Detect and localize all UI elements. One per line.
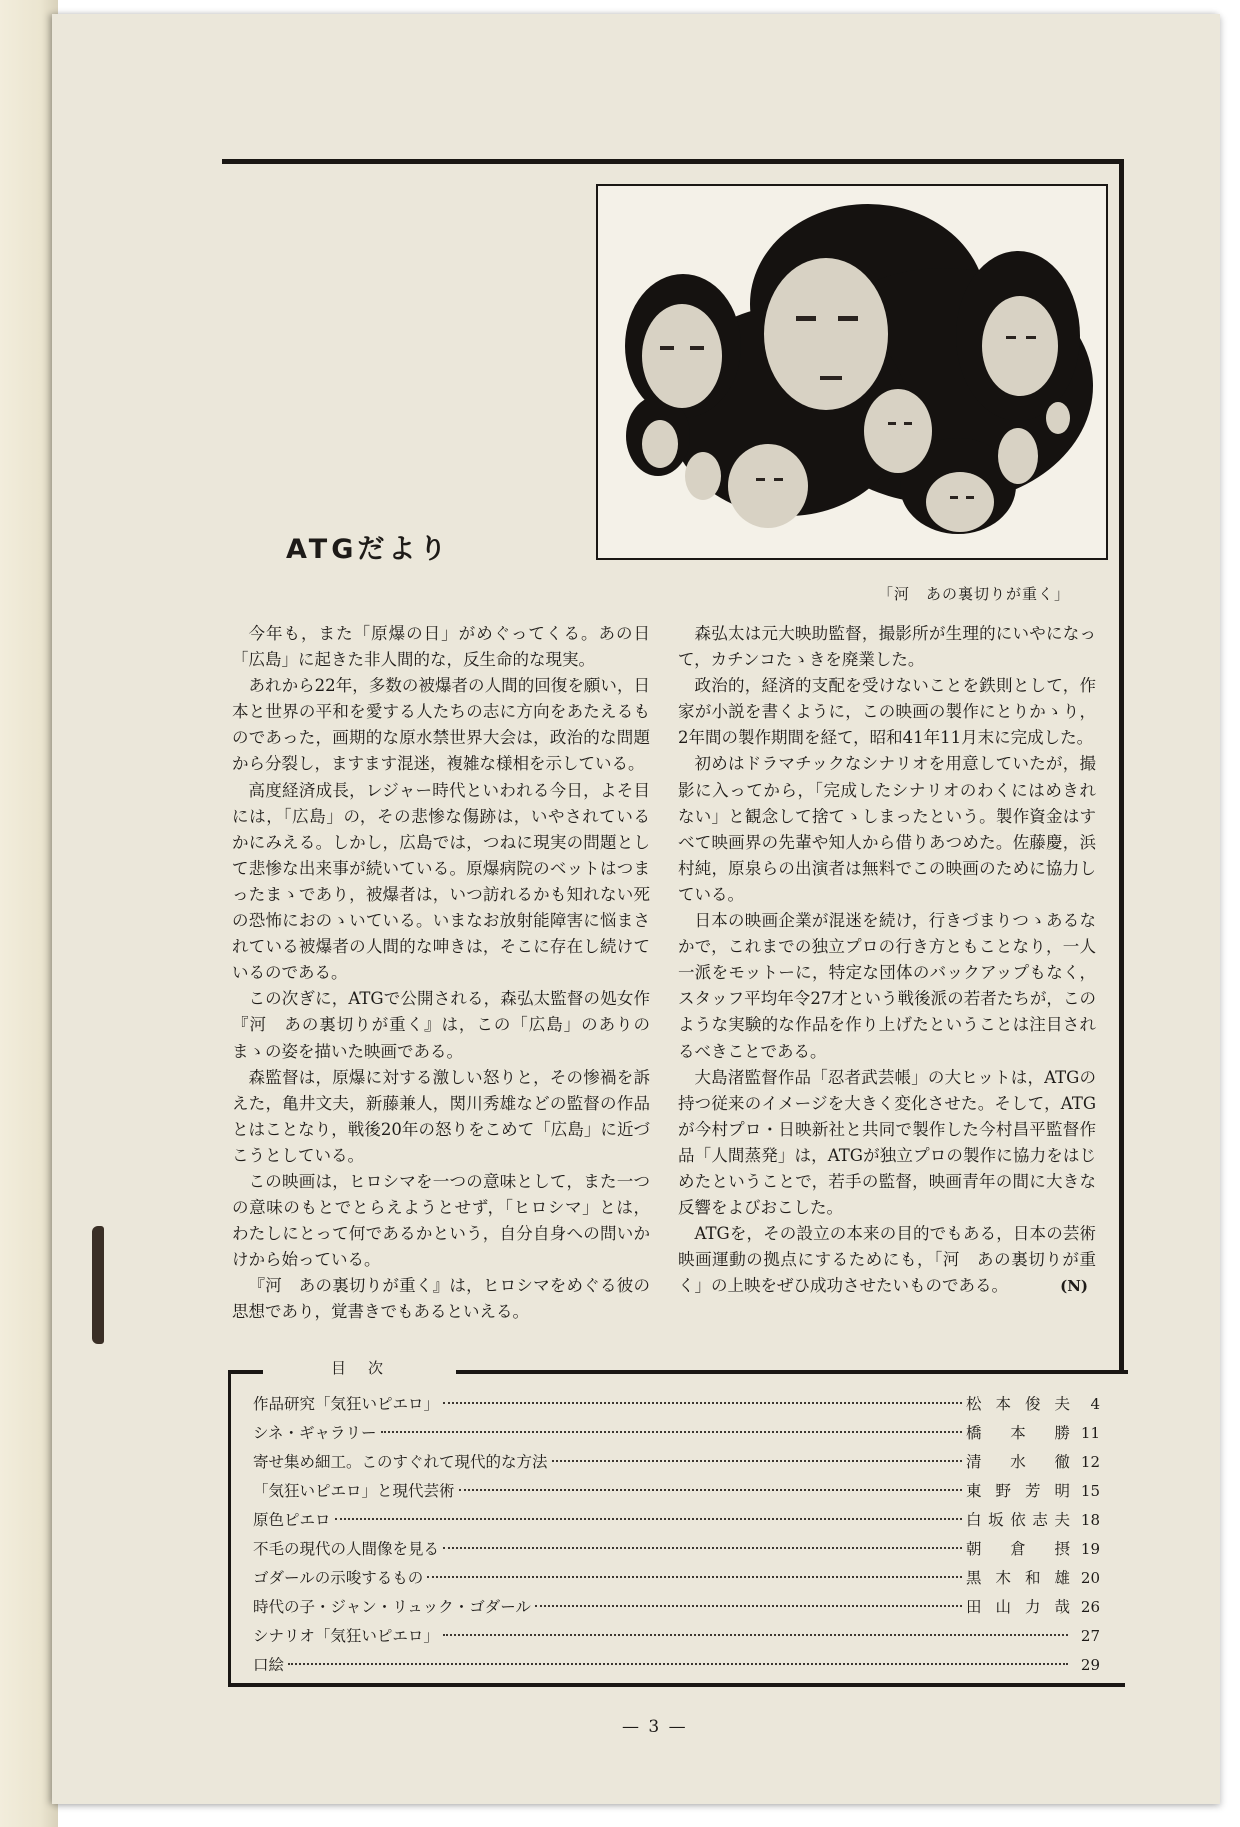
toc-item-title: 不毛の現代の人間像を見る (253, 1540, 440, 1558)
toc-item-page: 29 (1080, 1656, 1100, 1674)
toc-rule-left (228, 1370, 263, 1374)
toc-leader-dots (288, 1663, 1068, 1665)
toc-item-author: 朝倉摂 (966, 1540, 1072, 1558)
article-paragraph: 大島渚監督作品「忍者武芸帳」の大ヒットは，ATGの持つ従来のイメージを大きく変化させた。そして，ATGが今村プロ・日映新社と共同で製作した今村昌平監督作品「人間蒸発」は，ATGが独立プロの製作に協力をはじめたということで，若手の監督，映画青年の間に大きな反響をよびおこした。 (678, 1067, 1096, 1218)
toc-row[interactable] (253, 1450, 1100, 1479)
article-right-column (678, 621, 1096, 1300)
toc-item-page: 27 (1080, 1627, 1100, 1645)
toc-row[interactable] (253, 1566, 1100, 1595)
article-paragraph: 『河 あの裏切りが重く』は，ヒロシマをめぐる彼の思想であり，覚書きでもあるといえる。 (232, 1276, 650, 1322)
toc-row[interactable] (253, 1392, 1100, 1421)
article-left-column (232, 621, 650, 1326)
article-paragraph: この次ぎに，ATGで公開される，森弘太監督の処女作『河 あの裏切りが重く』は，この「広島」のありのまゝの姿を描いた映画である。 (232, 989, 650, 1061)
toc-item-title: シナリオ「気狂いピエロ」 (253, 1627, 439, 1645)
toc-row[interactable] (253, 1595, 1100, 1624)
top-rule (222, 159, 1124, 164)
article-paragraph: 高度経済成長，レジャー時代といわれる今日，よそ目には，「広島」の，その悲惨な傷跡は，いやされているかにみえる。しかし，広島では，つねに現実の問題として悲惨な出来事が続いている。原爆病院のベットはつまったまゝであり，被爆者は，いつ訪れるかも知れない死の恐怖におのゝいている。いまなお放射能障害に悩まされている被爆者の人間的な呻きは，そこに存在し続けているのである。 (232, 780, 650, 983)
toc-row[interactable] (253, 1508, 1100, 1537)
toc-leader-dots (427, 1576, 962, 1578)
column-title: ATGだより (286, 534, 451, 565)
page-content (222, 159, 1124, 1719)
toc-item-page: 19 (1080, 1540, 1100, 1558)
toc-heading: 目次 (331, 1359, 406, 1377)
toc-item-title: 作品研究「気狂いピエロ」 (253, 1395, 440, 1413)
toc-item-author: 松本俊夫 (966, 1395, 1072, 1413)
article-paragraph: ATGを，その設立の本来の目的でもある，日本の芸術映画運動の拠点にするためにも，「河 あの裏切りが重く」の上映をぜひ成功させたいものである。 (678, 1224, 1096, 1296)
toc-item-page: 18 (1080, 1511, 1100, 1529)
toc-row[interactable] (253, 1653, 1100, 1682)
right-rule (1119, 159, 1124, 1371)
binding-stain (92, 1226, 104, 1344)
article-paragraph: 森監督は，原爆に対する激しい怒りと，その惨禍を訴えた，亀井文夫，新藤兼人，関川秀雄などの監督の作品とはことなり，戦後20年の怒りをこめて「広島」に近づこうとしている。 (232, 1067, 650, 1165)
toc-item-title: 原色ピエロ (253, 1511, 331, 1529)
toc-item-author: 橋本勝 (966, 1424, 1072, 1442)
article-paragraph: あれから22年，多数の被爆者の人間的回復を願い，日本と世界の平和を愛する人たちの志に方向をあたえるものであった，画期的な原水禁世界大会は，政治的な問題から分裂し，ますます混迷，複雑な様相を示している。 (232, 676, 650, 774)
adjacent-page-edge (0, 0, 58, 1827)
toc-rule-right (456, 1370, 1128, 1374)
toc-row[interactable] (253, 1421, 1100, 1450)
toc-item-author: 白坂依志夫 (966, 1511, 1072, 1529)
toc-item-page: 12 (1080, 1453, 1100, 1471)
toc-item-title: 時代の子・ジャン・リュック・ゴダール (253, 1598, 531, 1616)
toc-leader-dots (552, 1460, 962, 1462)
article-paragraph: この映画は，ヒロシマを一つの意味として，また一つの意味のもとでとらえようとせず，「ヒロシマ」とは，わたしにとって何であるかという，自分自身への問いかけから始っている。 (232, 1171, 650, 1270)
table-of-contents (228, 1359, 1125, 1687)
toc-row[interactable] (253, 1479, 1100, 1508)
toc-item-title: シネ・ギャラリー (253, 1424, 377, 1442)
toc-row[interactable] (253, 1537, 1100, 1566)
toc-item-page: 20 (1080, 1569, 1100, 1587)
article-paragraph: 初めはドラマチックなシナリオを用意していたが，撮影に入ってから，「完成したシナリオのわくにはめきれない」と観念して捨てゝしまったという。製作資金はすべて映画界の先輩や知人から借りあつめた。佐藤慶，浜村純，原泉らの出演者は無料でこの映画のために協力している。 (678, 754, 1096, 904)
toc-leader-dots (459, 1489, 962, 1491)
toc-item-title: 「気狂いピエロ」と現代芸術 (253, 1482, 455, 1500)
toc-leader-dots (443, 1634, 1068, 1636)
faces-collage-photo (596, 184, 1108, 560)
photo-caption: 「河 あの裏切りが重く」 (878, 585, 1071, 603)
magazine-page (52, 14, 1220, 1804)
toc-item-author: 東野芳明 (966, 1482, 1072, 1500)
page-number: — 3 — (622, 1717, 688, 1737)
toc-item-title: 口絵 (253, 1656, 285, 1674)
toc-item-author: 田山力哉 (966, 1598, 1072, 1616)
toc-leader-dots (335, 1518, 962, 1520)
article-paragraph: 日本の映画企業が混迷を続け，行きづまりつゝあるなかで，これまでの独立プロの行き方ともことなり，一人一派をモットーに，特定な団体のバックアップもなく，スタッフ平均年令27才という戦後派の若者たちが，このような実験的な作品を作り上げたということは注目されるべきことである。 (678, 911, 1096, 1061)
article-paragraph: 今年も，また「原爆の日」がめぐってくる。あの日「広島」に起きた非人間的な，反生命的な現実。 (232, 624, 650, 670)
toc-leader-dots (535, 1605, 962, 1607)
article-paragraph: 政治的，経済的支配を受けないことを鉄則として，作家が小説を書くように，この映画の製作にとりかゝり，2年間の製作期間を経て，昭和41年11月末に完成した。 (678, 676, 1096, 748)
toc-leader-dots (443, 1547, 962, 1549)
faces-collage-illustration (598, 186, 1106, 558)
toc-item-page: 26 (1080, 1598, 1100, 1616)
toc-item-page: 11 (1080, 1424, 1100, 1442)
toc-item-page: 4 (1090, 1395, 1100, 1413)
toc-list (253, 1392, 1100, 1682)
toc-item-author: 清水徹 (966, 1453, 1072, 1471)
toc-item-title: ゴダールの示唆するもの (253, 1569, 424, 1587)
toc-item-page: 15 (1080, 1482, 1100, 1500)
author-signature: (N) (1060, 1277, 1088, 1296)
article-paragraph: 森弘太は元大映助監督，撮影所が生理的にいやになって，カチンコたゝきを廃業した。 (678, 624, 1096, 670)
toc-leader-dots (381, 1431, 962, 1433)
toc-item-author: 黒木和雄 (966, 1569, 1072, 1587)
toc-item-title: 寄せ集め細工。このすぐれて現代的な方法 (253, 1453, 548, 1471)
toc-leader-dots (443, 1402, 962, 1404)
toc-row[interactable] (253, 1624, 1100, 1653)
